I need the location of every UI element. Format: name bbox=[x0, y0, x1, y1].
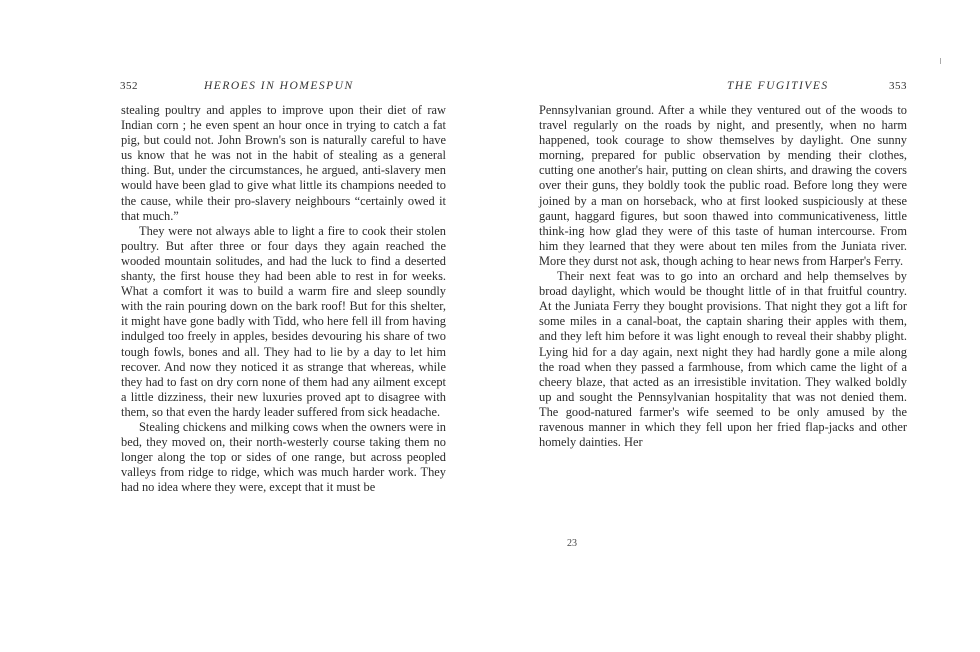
right-running-title: THE FUGITIVES bbox=[727, 80, 829, 92]
paragraph: stealing poultry and apples to improve upon their diet of raw Indian corn ; he even spent an hour once in trying to catch a fat pig, but could not. John Brown's son is naturally careful to have us know that he was not in the habit of stealing as a general thing. But, under the circumstances, he argued, anti-slavery men would have been glad to give what little its champions needed to the cause, while their pro-slavery neighbours “certainly owed it that much.” bbox=[121, 103, 446, 223]
signature-mark: 23 bbox=[567, 538, 577, 549]
paragraph: Pennsylvanian ground. After a while they ventured out of the woods to travel regularly on the roads by night, and presently, when no harm happened, took courage to show themselves by daylight. One sunny morning, prepared for public observation by mending their clothes, cutting one another's hair, putting on clean shirts, and drawing the covers over their guns, they boldly took the public road. Before long they were joined by a man on horseback, who at first looked suspiciously at these gaunt, haggard figures, but soon thawed into communicativeness, little think-ing how glad they were of this taste of human intercourse. From him they learned that they were about ten miles from the Juniata river. More they durst not ask, though aching to hear news from Harper's Ferry. bbox=[539, 103, 907, 268]
right-page bbox=[490, 0, 980, 652]
paragraph: Their next feat was to go into an orchard and help themselves by broad daylight, which would be thought little of in that fruitful country. At the Juniata Ferry they bought provisions. That night they got a lift for some miles in a canal-boat, the captain sharing their apples with them, and they left him before it was light enough to reveal their shabby plight. Lying hid for a day again, next night they had hardly gone a mile along the road when they passed a farmhouse, from which came the light of a cheery blaze, that acted as an irresistible invitation. They walked boldly up and sought the Pennsylvanian hospitality that was not denied them. The good-natured farmer's wife seemed to be only amused by the ravenous manner in which they fell upon her fried flap-jacks and other homely dainties. Her bbox=[539, 269, 907, 450]
margin-mark bbox=[940, 58, 941, 64]
right-page-number: 353 bbox=[889, 80, 907, 92]
paragraph: Stealing chickens and milking cows when the owners were in bed, they moved on, their north-westerly course taking them no longer along the top or sides of one range, but across peopled valleys from ridge to ridge, which was much harder work. They had no idea where they were, except that it must be bbox=[121, 419, 446, 495]
left-running-title: HEROES IN HOMESPUN bbox=[204, 80, 354, 92]
right-page-header bbox=[537, 80, 907, 96]
paragraph: They were not always able to light a fire to cook their stolen poultry. But after three or four days they again reached the wooded mountain solitudes, and had the luck to find a deserted shanty, the first house they had been able to rest in for weeks. What a comfort it was to build a warm fire and sleep soundly with the rain pouring down on the bark roof! But for this shelter, it might have gone badly with Tidd, who here fell ill from having indulged too freely in apples, besides devouring his share of two tough fowls, bones and all. They had to lie by a day to let him recover. And now they noticed it as strange that whereas, while they had to fast on dry corn none of them had any ailment except a little dizziness, their new luxuries proved apt to disagree with them, so that even the hardy leader suffered from sick headache. bbox=[121, 223, 446, 419]
left-body-text bbox=[121, 103, 446, 495]
right-body-text bbox=[539, 103, 907, 450]
left-page-header bbox=[120, 80, 445, 96]
left-page-number: 352 bbox=[120, 80, 138, 92]
